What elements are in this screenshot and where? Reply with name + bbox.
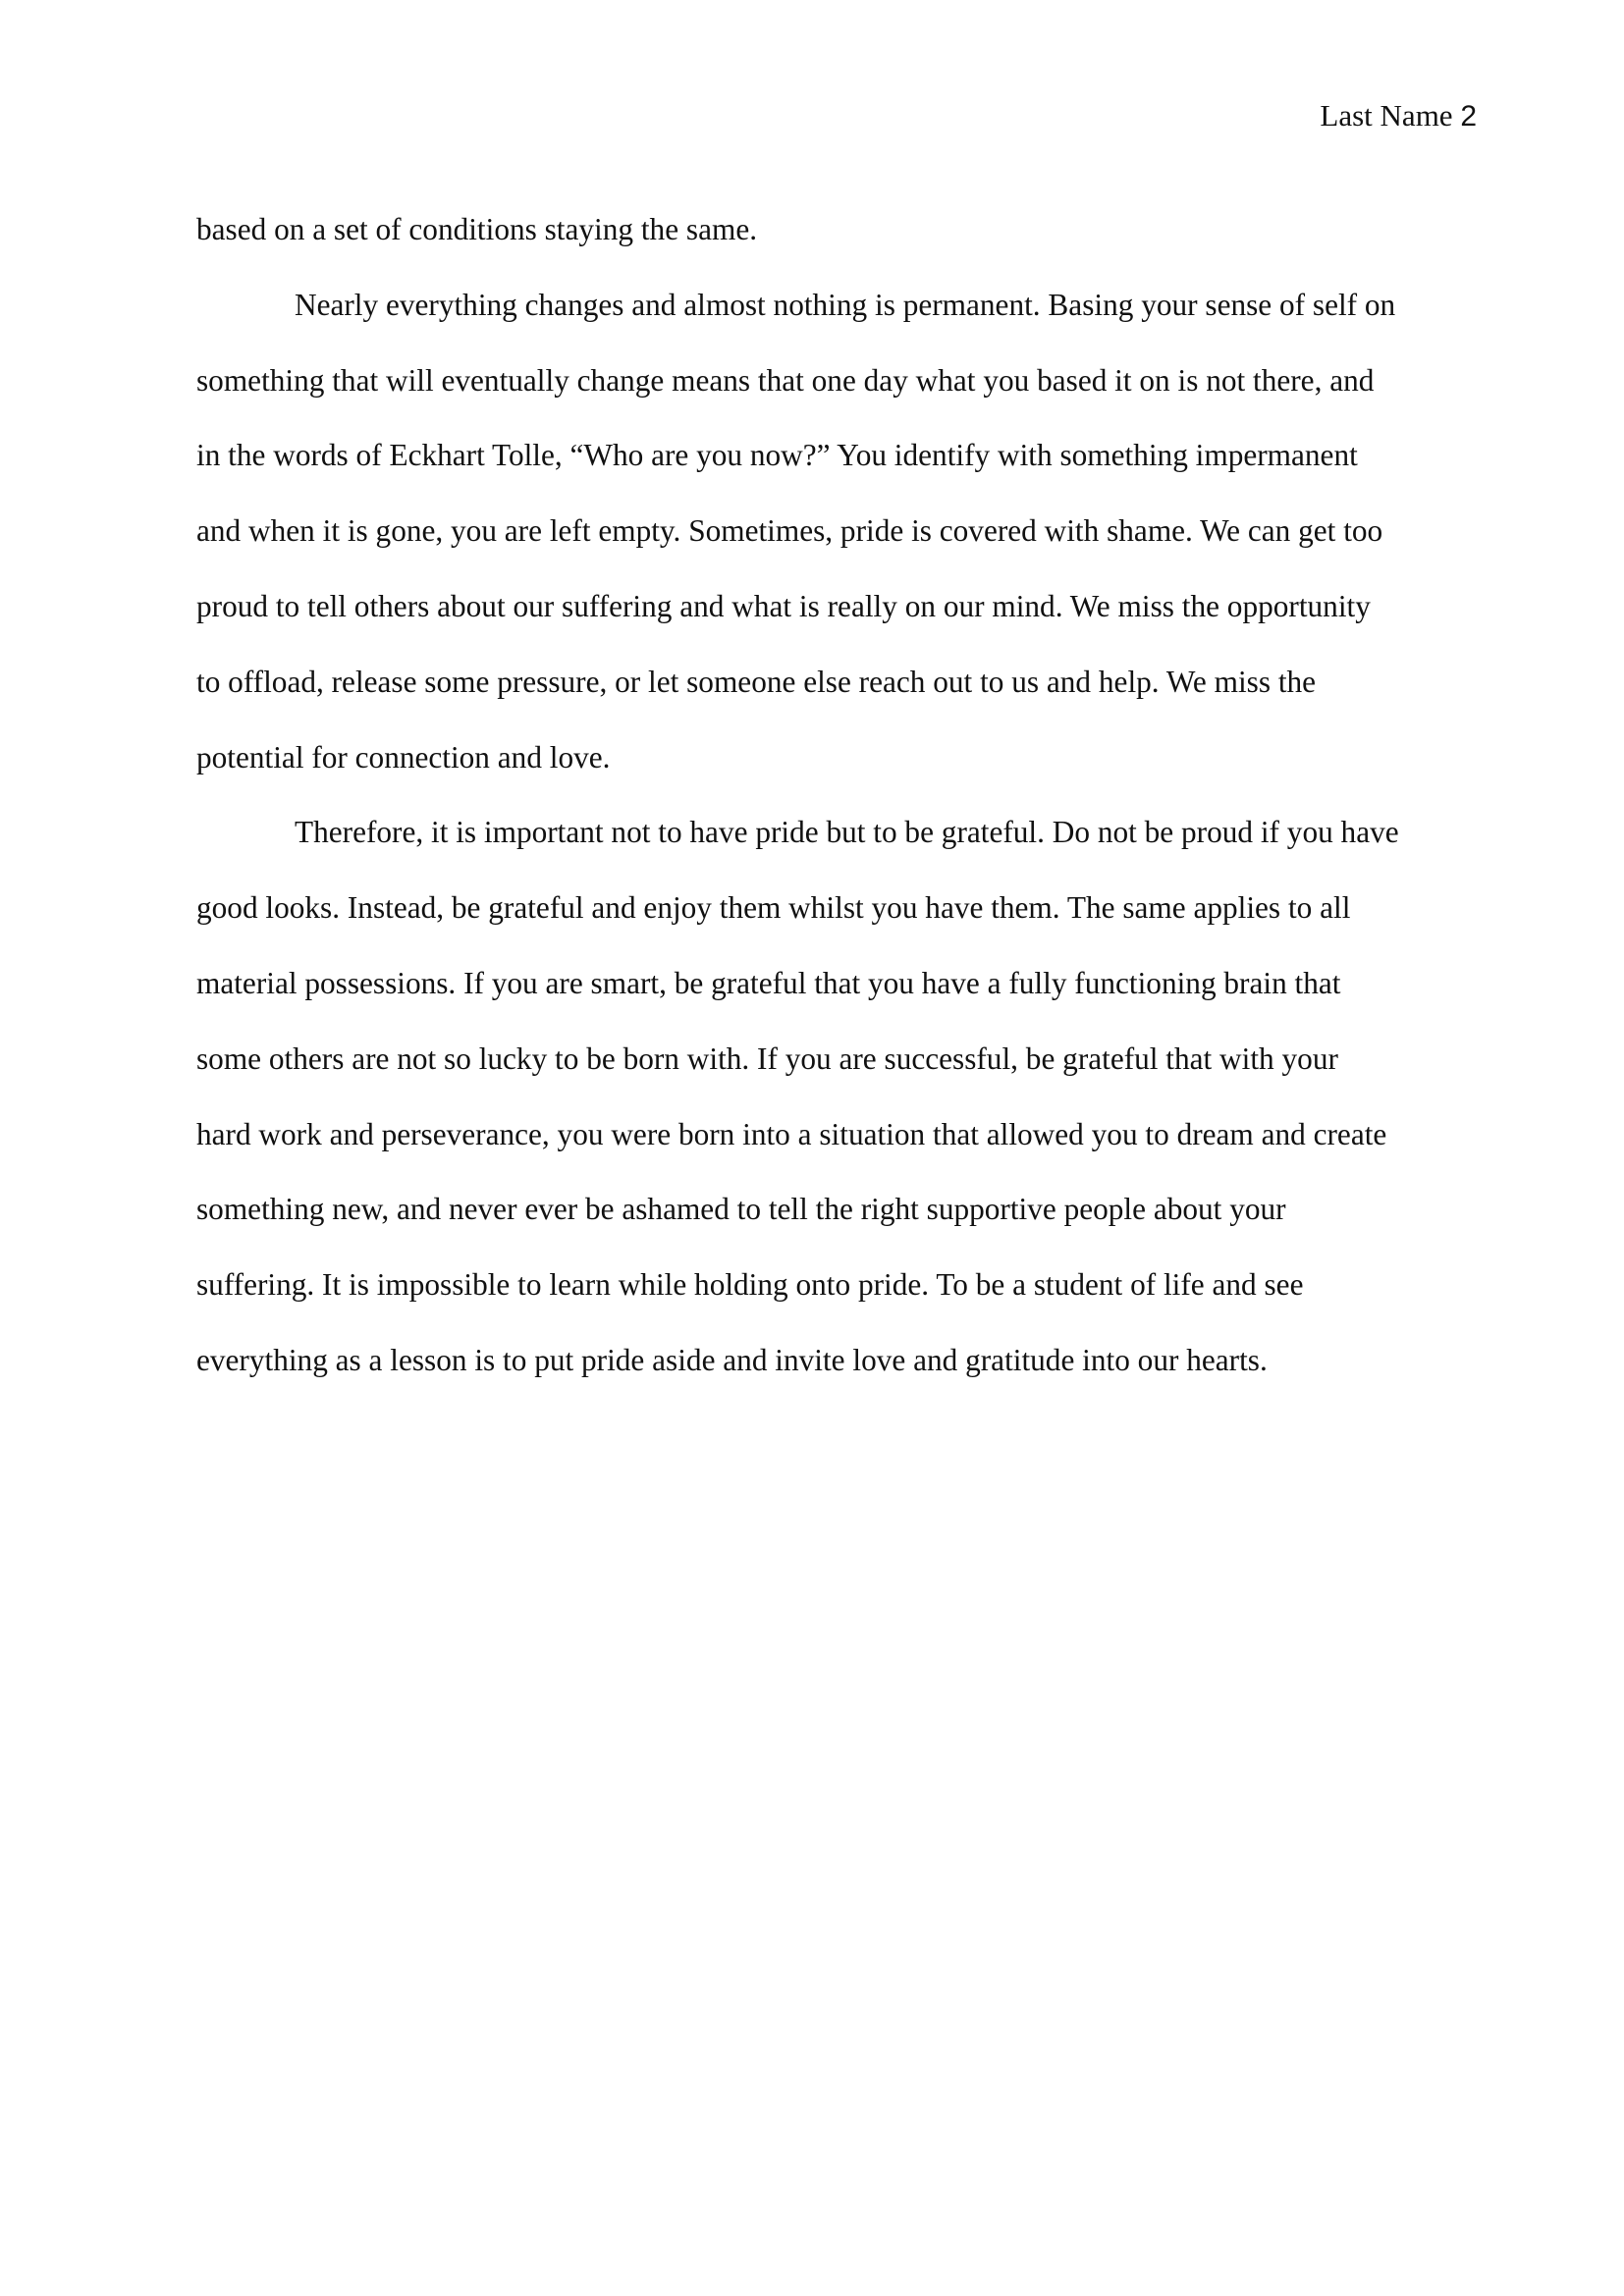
text-line: good looks. Instead, be grateful and enjoy them whilst you have them. The same applies to all (196, 890, 1351, 926)
text-line: and when it is gone, you are left empty. Sometimes, pride is covered with shame. We can get too (196, 513, 1383, 549)
text-line: something that will eventually change means that one day what you based it on is not there, and (196, 362, 1375, 398)
text-line: something new, and never ever be ashamed to tell the right supportive people about your (196, 1192, 1286, 1227)
text-line: in the words of Eckhart Tolle, “Who are you now?” You identify with something impermanent (196, 438, 1358, 473)
text-line: some others are not so lucky to be born with. If you are successful, be grateful that with your (196, 1041, 1338, 1076)
text-line: material possessions. If you are smart, be grateful that you have a fully functioning brain that (196, 965, 1341, 1000)
text-line: Nearly everything changes and almost nothing is permanent. Basing your sense of self on (295, 287, 1396, 322)
page-number: 2 (1460, 100, 1477, 133)
text-line: based on a set of conditions staying the same. (196, 212, 758, 246)
text-line: suffering. It is impossible to learn while holding onto pride. To be a student of life and see (196, 1267, 1304, 1303)
paragraph-continuation (196, 192, 1483, 268)
running-header (1320, 96, 1477, 136)
document-body (196, 192, 1483, 1399)
text-line: hard work and perseverance, you were born into a situation that allowed you to dream and create (196, 1116, 1387, 1151)
text-line: to offload, release some pressure, or let someone else reach out to us and help. We miss the (196, 664, 1317, 699)
header-last-name: Last Name (1320, 98, 1453, 133)
text-line: everything as a lesson is to put pride aside and invite love and gratitude into our hearts. (196, 1342, 1268, 1377)
paragraph-gratitude (196, 795, 1483, 1398)
text-line: Therefore, it is important not to have pride but to be grateful. Do not be proud if you have (295, 815, 1399, 850)
paragraph-impermanence (196, 268, 1483, 796)
text-line: potential for connection and love. (196, 739, 611, 774)
text-line: proud to tell others about our suffering and what is really on our mind. We miss the opportunity (196, 588, 1371, 623)
